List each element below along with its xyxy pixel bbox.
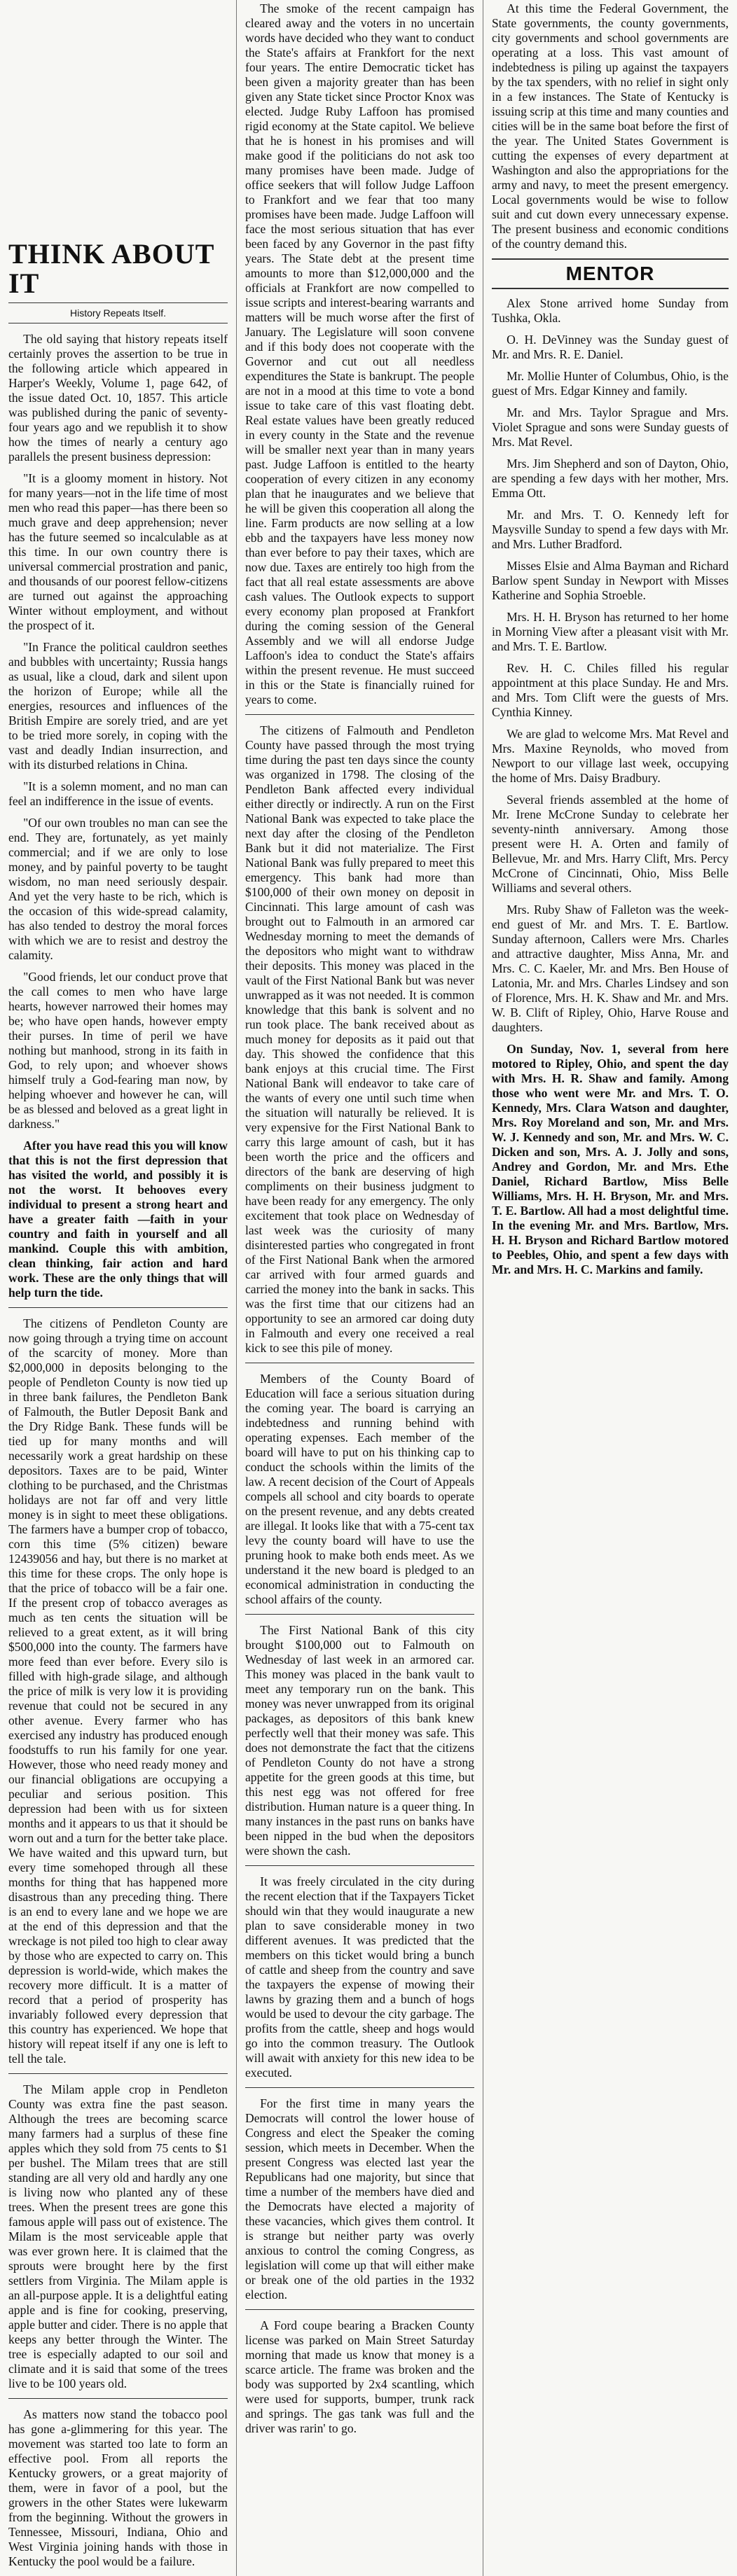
divider	[8, 2073, 228, 2074]
news-item: Mrs. H. H. Bryson has returned to her home in Morning View after a pleasant visit with Mr. and Mrs. T. E. Bartlow.	[492, 610, 729, 653]
divider	[8, 2398, 228, 2399]
editorial-paragraph: The First National Bank of this city brought $100,000 out to Falmouth on Wednesday of last week in an armored car. This money was placed in the bank vault to meet any temporary run on the bank. This money was never unwrapped from its original packages, as depositors of this bank knew perfectly well that their money was safe. This does not demonstrate the fact that the citizens of Pendleton County do not have a strong appetite for the green goods at this time, but this nest egg was not offered for free distribution. Human nature is a queer thing. In many instances in the past runs on banks have been nipped in the bud when the depositors were shown the cash.	[245, 1623, 474, 1858]
divider	[245, 2309, 474, 2310]
article-paragraph: The old saying that history repeats itself certainly proves the assertion to be true in the following article which appeared in Harper's Weekly, Volume 1, page 642, of the issue dated Oct. 10, 1857. This article was published during the panic of seventy-four years ago and we republish it to show how the times of nearly a century ago parallels the present business depression:	[8, 332, 228, 464]
editorial-paragraph: It was freely circulated in the city during the recent election that if the Taxpayers Ticket should win that they would inaugurate a new plan to save considerable money in two different avenues. It was predicted that the members on this ticket would bring a bunch of cattle and sheep from the country and save the taxpayers the expense of mowing their lawns by grazing them and a bunch of hogs would be used to devour the city garbage. The profits from the cattle, sheep and hogs would go into the common treasury. The Outlook will await with anxiety for this new idea to be executed.	[245, 1874, 474, 2080]
news-item: Misses Elsie and Alma Bayman and Richard Barlow spent Sunday in Newport with Misses Katherine and Sophia Stroeble.	[492, 559, 729, 602]
news-item: O. H. DeVinney was the Sunday guest of Mr. and Mrs. R. E. Daniel.	[492, 333, 729, 361]
news-item: Mr. and Mrs. T. O. Kennedy left for Maysville Sunday to spend a few days with Mr. and Mrs. Luther Bradford.	[492, 508, 729, 551]
article-paragraph: "Good friends, let our conduct prove that the call comes to men who have large hearts, however narrowed their homes may be; who have open hands, however empty their purses. In time of peril we have nothing but manhood, strong in its faith in God, to rely upon; and whoever shows himself truly a God-fearing man now, by helping whoever and however he can, will be as blessed and beloved as a great light in darkness."	[8, 970, 228, 1131]
editorial-paragraph: The citizens of Falmouth and Pendleton County have passed through the most trying time during the past ten days since the county was organized in 1798. The closing of the Pendleton Bank affected every individual either directly or indirectly. A run on the First National Bank was expected to take place the next day after the closing of the Pendleton Bank but it did not materialize. The First National Bank was fully prepared to meet this emergency. This bank had more than $100,000 of their own money on deposit in Cincinnati. This large amount of cash was brought out to Falmouth in an armored car Wednesday morning to meet the demands of the depositors who might want to withdraw their deposits. This money was placed in the vault of the First National Bank but was never unwrapped as it was not needed. It is common knowledge that this bank is solvent and no run took place. The bank received about as much money for deposits as it paid out that day. This showed the confidence that this bank enjoys at this crucial time. The First National Bank will endeavor to take care of the wants of every one until such time when the situation will naturally be relieved. It is very expensive for the First National Bank to carry this large amount of cash, but it has been worth the price and the officers and directors of the bank are deserving of high compliments on their business judgment to have been ready for any emergency. The only excitement that took place on Wednesday of last week was the curiosity of many disinterested parties who congregated in front of the First National Bank when the armored car arrived with four armed guards and carried the money into the bank in sacks. This was the first time that our citizens had an opportunity to see an armored car doing duty in Falmouth and every one received a real kick to see this pile of money.	[245, 723, 474, 1355]
news-item: Mr. and Mrs. Taylor Sprague and Mrs. Violet Sprague and sons were Sunday guests of Mrs. Mat Revel.	[492, 405, 729, 449]
column-three	[483, 0, 737, 2576]
editorial-paragraph: For the first time in many years the Democrats will control the lower house of Congress and elect the Speaker the coming session, which meets in December. When the present Congress was elected last year the Republicans had one majority, but since that time a number of the members have died and the Democrats have elected a majority of these vacancies, which gives them control. It is strange but neither party was overly anxious to control the coming Congress, as legislation will come up that will either make or break one of the old parties in the 1932 election.	[245, 2096, 474, 2302]
mentor-heading: MENTOR	[492, 258, 729, 289]
divider	[245, 2087, 474, 2088]
news-item: Mrs. Ruby Shaw of Falleton was the week-end guest of Mr. and Mrs. T. E. Bartlow. Sunday afternoon, Callers were Mrs. Charles and attractive daughter, Miss Anna, Mr. and Mrs. C. C. Kaeler, Mr. and Mrs. Ben House of Latonia, Mr. and Mrs. Charles Lindsey and son of Florence, Mrs. H. K. Shaw and Mr. and Mrs. W. B. Clift of Ripley, Ohio, Harve Rouse and daughters.	[492, 903, 729, 1034]
article-paragraph: "It is a solemn moment, and no man can feel an indifference in the issue of events.	[8, 779, 228, 808]
divider	[245, 1865, 474, 1866]
news-item: Mr. Mollie Hunter of Columbus, Ohio, is the guest of Mrs. Edgar Kinney and family.	[492, 369, 729, 398]
column-two	[237, 0, 483, 2576]
editorial-paragraph: A Ford coupe bearing a Bracken County license was parked on Main Street Saturday morning that made us know that money is a scarce article. The frame was broken and the body was supported by 2x4 scantling, which were used for supports, bumper, trunk rack and springs. The gas tank was full and the driver was rarin' to go.	[245, 2318, 474, 2435]
article-paragraph: "In France the political cauldron seethes and bubbles with uncertainty; Russia hangs as usual, like a cloud, dark and silent upon the horizon of Europe; while all the energies, resources and influences of the British Empire are sorely tried, and are yet to be tried more sorely, in coping with the vast and deadly Indian insurrection, and with its disturbed relations in China.	[8, 640, 228, 772]
news-item: Mrs. Jim Shepherd and son of Dayton, Ohio, are spending a few days with her mother, Mrs. Emma Ott.	[492, 457, 729, 500]
news-item: Several friends assembled at the home of Mr. Irene McCrone Sunday to celebrate her seventy-ninth anniversary. Among those present were H. A. Orten and family of Bellevue, Mr. and Mrs. Harry Clift, Mrs. Percy McCrone of Cincinnati, Ohio, Miss Belle Williams and several others.	[492, 793, 729, 895]
divider	[245, 1614, 474, 1615]
editorial-paragraph: The citizens of Pendleton County are now going through a trying time on account of the scarcity of money. More than $2,000,000 in deposits belonging to the people of Pendleton County is now tied up in three bank failures, the Pendleton Bank of Falmouth, the Butler Deposit Bank and the Dry Ridge Bank. These funds will be tied up for many months and will necessarily work a great hardship on these depositors. Taxes are to be paid, Winter clothing to be purchased, and the Christmas holidays are not far off and very little money is in sight to meet these obligations. The farmers have a bumper crop of tobacco, corn this time (5% citizen) beware 12439056 and hay, but there is no market at this time for these crops. The only hope is that the price of tobacco will be a fair one. If the present crop of tobacco averages as much as ten cents the situation will be relieved to a great extent, as it will bring $500,000 into the county. The farmers have more feed than ever before. Every silo is filled with high-grade silage, and although the price of milk is very low it is providing revenue that could not be secured in any other avenue. Every farmer who has exercised any industry has produced enough foodstuffs to run his family for one year. However, those who need ready money and our financial obligations are occupying a peculiar and serious position. This depression had been with us for sixteen months and it appears to us that it should be worn out and a turn for the better take place. We have waited and this upward turn, but every time somehoped through all these months for thing that has happened more disastrous than any preceding thing. There is an end to every lane and we hope we are at the end of this depression and that the wreckage is not piled too high to clear away by those who are expected to carry on. This depression is world-wide, which makes the recovery more difficult. It is a matter of record that a period of prosperity has invariably followed every depression that this country has experienced. We hope that history will repeat itself if any one is left to tell the tale.	[8, 1316, 228, 2066]
column-one	[0, 0, 237, 2576]
editorial-paragraph: As matters now stand the tobacco pool has gone a-glimmering for this year. The movement was started too late to form an effective pool. From all reports the Kentucky growers, or a great majority of them, were in favor of a pool, but the growers in the other States were lukewarm from the beginning. Without the growers in Tennessee, Missouri, Indiana, Ohio and West Virginia joining hands with those in Kentucky the pool would be a failure.	[8, 2407, 228, 2568]
editorial-paragraph: At this time the Federal Government, the State governments, the county governments, city governments and school governments are operating at a loss. This vast amount of indebtedness is piling up against the taxpayers by the tax spenders, with no relief in sight only in a few instances. The State of Kentucky is issuing scrip at this time and many counties and cities will be in the same boat before the first of the year. The United States Government is cutting the expenses of every department at Washington and also the appropriations for the army and navy, to meet the present emergency. Local governments would be wise to follow suit and cut down every unnecessary expense. The present business and economic conditions of the country demand this.	[492, 1, 729, 251]
article-title: THINK ABOUT IT	[8, 238, 214, 299]
article-paragraph: "It is a gloomy moment in history. Not for many years—not in the life time of most men who read this paper—has there been so much grave and deep apprehension; never has the future seemed so incalculable as at this time. In our own country there is universal commercial prostration and panic, and thousands of our poorest fellow-citizens are turned out against the approaching Winter without employment, and without the prospect of it.	[8, 471, 228, 632]
editorial-paragraph: Members of the County Board of Education will face a serious situation during the coming year. The board is carrying an indebtedness and running behind with operating expenses. Each member of the board will have to put on his thinking cap to conduct the schools within the limits of the law. A recent decision of the Court of Appeals compels all school and city boards to operate on the present revenue, and any debts created are illegal. It looks like that with a 75-cent tax levy the county board will have to use the pruning hook to make both ends meet. As we understand it the new board is pledged to an economical administration in conducting the school affairs of the county.	[245, 1372, 474, 1606]
news-item: Rev. H. C. Chiles filled his regular appointment at this place Sunday. He and Mrs. and Mrs. Tom Clift were the guests of Mrs. Cynthia Kinney.	[492, 661, 729, 719]
divider	[8, 1307, 228, 1308]
article-paragraph: "Of our own troubles no man can see the end. They are, fortunately, as yet mainly commercial; and if we are only to lose money, and by painful poverty to be taught wisdom, no man need seriously despair. And yet the very haste to be rich, which is the occasion of this wide-spread calamity, has also tended to destroy the moral forces with which we are to resist and destroy the calamity.	[8, 816, 228, 962]
news-item: Alex Stone arrived home Sunday from Tushka, Okla.	[492, 296, 729, 325]
news-item: On Sunday, Nov. 1, several from here motored to Ripley, Ohio, and spent the day with Mrs. H. R. Shaw and family. Among those who went were Mr. and Mrs. T. O. Kennedy, Mrs. Clara Watson and daughter, Mrs. Roy Moreland and son, Mr. and Mrs. W. J. Kennedy and son, Mr. and Mrs. W. C. Dicken and son, Mrs. A. J. Jolly and sons, Andrey and Gordon, Mr. and Mrs. Ethe Daniel, Richard Bartlow, Miss Belle Williams, Mrs. H. H. Bryson, Mr. and Mrs. T. E. Bartlow. All had a most delightful time. In the evening Mr. and Mrs. Bartlow, Mrs. H. H. Bryson and Richard Bartlow motored to Peebles, Ohio, and spent a few days with Mr. and Mrs. H. C. Markins and family.	[492, 1042, 729, 1276]
article-subtitle: History Repeats Itself.	[8, 302, 228, 323]
article-paragraph: After you have read this you will know that this is not the first depression that has visited the world, and possibly it is not the worst. It behooves every individual to present a strong heart and have a greater faith —faith in your country and faith in yourself and all mankind. Couple this with ambition, clean thinking, fair action and hard work. These are the only things that will help turn the tide.	[8, 1139, 228, 1300]
news-item: We are glad to welcome Mrs. Mat Revel and Mrs. Maxine Reynolds, who moved from Newport to our village last week, occupying the home of Mrs. Daisy Bradbury.	[492, 727, 729, 785]
editorial-paragraph: The Milam apple crop in Pendleton County was extra fine the past season. Although the trees are becoming scarce many farmers had a surplus of these fine apples which they sold from 75 cents to $1 per bushel. The Milam trees that are still standing are all very old and hardly any one is living now who planted any of these trees. When the present trees are gone this famous apple will pass out of existence. The Milam is the most serviceable apple that was ever grown here. It is claimed that the sprouts were brought here by the first settlers from Virginia. The Milam apple is an all-purpose apple. It is a delightful eating apple and is fine for cooking, preserving, apple butter and cider. There is no apple that keeps any better through the Winter. The tree is especially adapted to our soil and climate and it is said that some of the trees live to be 100 years old.	[8, 2082, 228, 2390]
divider	[245, 714, 474, 715]
editorial-paragraph: The smoke of the recent campaign has cleared away and the voters in no uncertain words have decided who they want to conduct the State's affairs at Frankfort for the next four years. The entire Democratic ticket has been given a majority greater than has been given any State ticket since Proctor Knox was elected. Judge Ruby Laffoon has promised rigid economy at the State capitol. We believe that he is honest in his promises and will make good if the politicians do not ask too many promises have been made. Judge of office seekers that will follow Judge Laffoon to Frankfort and we fear that too many promises have been made. Judge Laffoon will face the most serious situation that has ever been faced by any Governor in the past fifty years. The State debt at the present time amounts to more than $12,000,000 and the officials at Frankfort are now compelled to issue scripts and interest-bearing warrants and matters will be much worse after the first of January. The Legislature will soon convene and if this body does not cooperate with the Governor and cut out all needless expenditures the State is bankrupt. The people are not in a mood at this time to vote a bond issue to take care of this vast floating debt. Real estate values have been greatly reduced in every county in the State and the revenue will be smaller next year than in many years past. Judge Laffoon is entitled to the hearty cooperation of every citizen in any economy plan that he inaugurates and we believe that he will be given this cooperation all along the line. Farm products are now selling at a low ebb and the taxpayers have less money now than ever before to pay their taxes, which are now due. Taxes are entirely too high from the fact that all real estate assessments are above cash values. The Outlook expects to support every economy plan proposed at Frankfort during the coming session of the General Assembly and we will all endorse Judge Laffoon's idea to conduct the State's affairs within the present revenue. He must succeed in this or the State is financially ruined for years to come.	[245, 1, 474, 706]
